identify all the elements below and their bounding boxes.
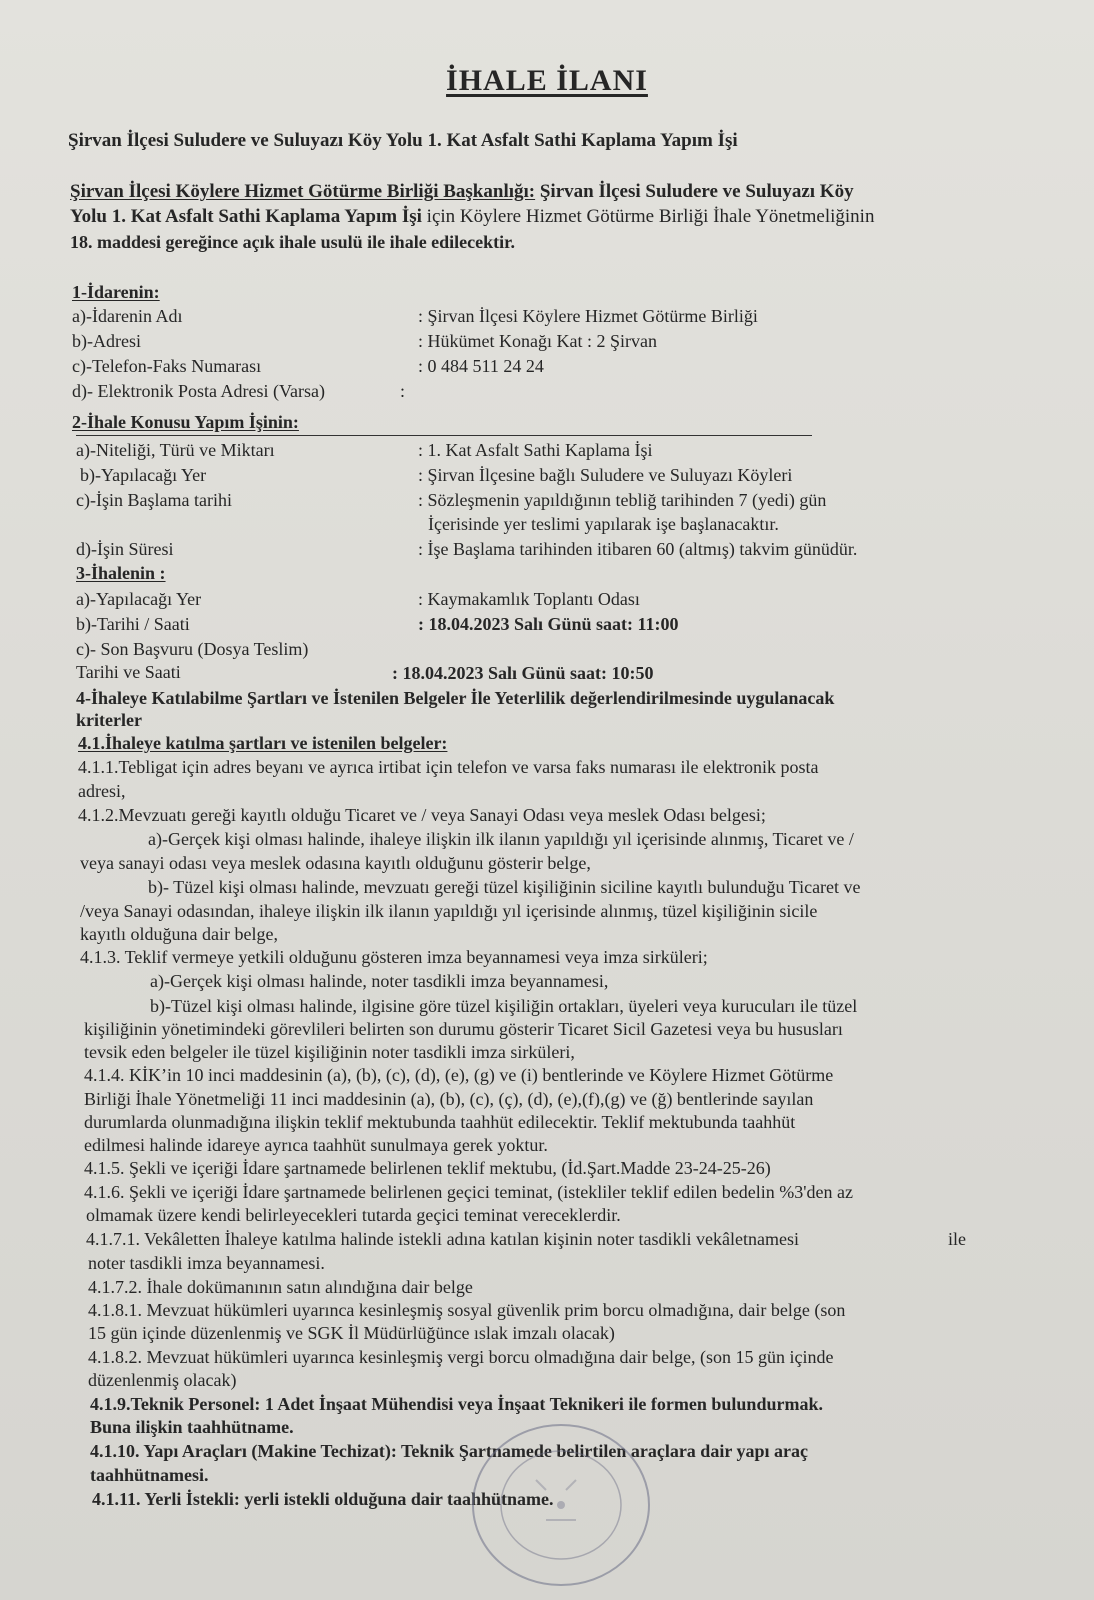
item-line: kişiliğinin yönetimindeki görevlileri belirten son durumu gösterir Ticaret Sicil Gazetesi veya bu hususları bbox=[84, 1019, 843, 1039]
document-title: İHALE İLANI bbox=[446, 64, 648, 97]
s1-b-label: b)-Adresi bbox=[72, 331, 141, 351]
s2-a-value: : 1. Kat Asfalt Sathi Kaplama İşi bbox=[418, 440, 653, 460]
item-line: /veya Sanayi odasından, ihaleye ilişkin ilk ilanın yapıldığı yıl içerisinde alınmış, tüzel kişiliğinin sicile bbox=[80, 901, 818, 921]
s3-c-label-2: Tarihi ve Saati bbox=[76, 662, 181, 682]
tender-subject: Şirvan İlçesi Suludere ve Suluyazı Köy Yolu 1. Kat Asfalt Sathi Kaplama Yapım İşi bbox=[68, 130, 738, 151]
s1-d-label: d)- Elektronik Posta Adresi (Varsa) bbox=[72, 381, 325, 401]
item-4-1-2: 4.1.2.Mevzuatı gereği kayıtlı olduğu Ticaret ve / veya Sanayi Odası veya meslek Odası belgesi; bbox=[78, 805, 766, 825]
s1-b-value: : Hükümet Konağı Kat : 2 Şirvan bbox=[418, 331, 657, 351]
item-line: düzenlenmiş olacak) bbox=[88, 1370, 237, 1390]
s2-b-value: : Şirvan İlçesine bağlı Suludere ve Suluyazı Köyleri bbox=[418, 465, 793, 485]
s1-a-label: a)-İdarenin Adı bbox=[72, 306, 183, 326]
item-4-1-8-2: 4.1.8.2. Mevzuat hükümleri uyarınca kesinleşmiş vergi borcu olmadığına dair belge, (son 15 gün içinde bbox=[88, 1347, 834, 1367]
s2-d-label: d)-İşin Süresi bbox=[76, 539, 174, 559]
issuer-name: Şirvan İlçesi Köylere Hizmet Götürme Birliği Başkanlığı: bbox=[70, 181, 536, 202]
section-4-heading-cont: kriterler bbox=[76, 710, 142, 730]
item-line: tevsik eden belgeler ile tüzel kişiliğinin noter tasdikli imza sirküleri, bbox=[84, 1042, 575, 1062]
item-line: veya sanayi odası veya meslek odasına kayıtlı olduğunu gösterir belge, bbox=[80, 853, 591, 873]
s1-c-label: c)-Telefon-Faks Numarası bbox=[72, 356, 262, 376]
section-4-1-heading: 4.1.İhaleye katılma şartları ve istenilen belgeler: bbox=[78, 733, 448, 753]
s2-c-value-1: : Sözleşmenin yapıldığının tebliğ tarihinden 7 (yedi) gün bbox=[418, 490, 827, 510]
s3-c-value: : 18.04.2023 Salı Günü saat: 10:50 bbox=[392, 663, 654, 683]
s3-c-label-1: c)- Son Başvuru (Dosya Teslim) bbox=[76, 639, 309, 659]
section-divider-line bbox=[76, 435, 812, 436]
s2-c-value-2: İçerisinde yer teslimi yapılarak işe başlanacaktır. bbox=[428, 514, 779, 534]
item-line: a)-Gerçek kişi olması halinde, ihaleye ilişkin ilk ilanın yapıldığı yıl içerisinde alınmış, Ticaret ve / bbox=[148, 829, 854, 849]
item-line: adresi, bbox=[78, 781, 126, 801]
item-4-1-6: 4.1.6. Şekli ve içeriği İdare şartnamede belirlenen geçici teminat, (istekliler teklif edilen bedelin %3'den az bbox=[84, 1182, 853, 1202]
item-line: durumlarda olunmadığına ilişkin teklif mektubunda taahhüt edilecektir. Teklif mektubunda taahhüt bbox=[84, 1112, 796, 1132]
item-line: Birliği İhale Yönetmeliği 11 inci maddesinin (a), (b), (c), (ç), (d), (e),(f),(g) ve (ğ) bentlerinde sayılan bbox=[84, 1089, 814, 1109]
s2-d-value: : İşe Başlama tarihinden itibaren 60 (altmış) takvim günüdür. bbox=[418, 539, 858, 559]
section-3-heading: 3-İhalenin : bbox=[76, 563, 166, 583]
s1-c-value: : 0 484 511 24 24 bbox=[418, 356, 544, 376]
item-line: olmamak üzere kendi belirleyecekleri tutarda geçici teminat vereceklerdir. bbox=[86, 1205, 621, 1225]
section-1-heading: 1-İdarenin: bbox=[72, 282, 160, 302]
s1-d-value: : bbox=[400, 381, 406, 401]
s1-a-value: : Şirvan İlçesi Köylere Hizmet Götürme Birliği bbox=[418, 306, 758, 326]
intro-line-1: Şirvan İlçesi Köylere Hizmet Götürme Birliği Başkanlığı: Şirvan İlçesi Suludere ve Suluyazı Köy bbox=[70, 181, 854, 202]
item-line: edilmesi halinde idareye ayrıca taahhüt sunulmaya gerek yoktur. bbox=[84, 1135, 548, 1155]
item-4-1-3: 4.1.3. Teklif vermeye yetkili olduğunu gösteren imza beyannamesi veya imza sirküleri; bbox=[80, 947, 708, 967]
item-line: b)-Tüzel kişi olması halinde, ilgisine göre tüzel kişiliğin ortakları, üyeleri veya kurucuları ile tüzel bbox=[150, 996, 858, 1016]
s3-b-label: b)-Tarihi / Saati bbox=[76, 614, 190, 634]
section-2-heading: 2-İhale Konusu Yapım İşinin: bbox=[72, 412, 299, 432]
s2-a-label: a)-Niteliği, Türü ve Miktarı bbox=[76, 440, 275, 460]
item-4-1-7-1: 4.1.7.1. Vekâletten İhaleye katılma halinde istekli adına katılan kişinin noter tasdikli vekâletnamesi bbox=[86, 1229, 799, 1249]
item-4-1-5: 4.1.5. Şekli ve içeriği İdare şartnamede belirlenen teklif mektubu, (İd.Şart.Madde 23-24-25-26) bbox=[84, 1158, 771, 1178]
item-line: a)-Gerçek kişi olması halinde, noter tasdikli imza beyannamesi, bbox=[150, 971, 609, 991]
item-line: kayıtlı olduğuna dair belge, bbox=[80, 924, 278, 944]
item-4-1-1: 4.1.1.Tebligat için adres beyanı ve ayrıca irtibat için telefon ve varsa faks numarası ile elektronik posta bbox=[78, 757, 819, 777]
s2-c-label: c)-İşin Başlama tarihi bbox=[76, 490, 232, 510]
s3-b-value: : 18.04.2023 Salı Günü saat: 11:00 bbox=[418, 614, 679, 634]
item-line: noter tasdikli imza beyannamesi. bbox=[88, 1253, 325, 1273]
s3-a-value: : Kaymakamlık Toplantı Odası bbox=[418, 589, 640, 609]
item-line: Buna ilişkin taahhütname. bbox=[90, 1417, 294, 1437]
item-line: ile bbox=[948, 1229, 966, 1249]
item-4-1-11: 4.1.11. Yerli İstekli: yerli istekli olduğuna dair taahhütname. bbox=[92, 1489, 554, 1509]
intro-line-3: 18. maddesi gereğince açık ihale usulü ile ihale edilecektir. bbox=[70, 232, 515, 252]
section-4-heading: 4-İhaleye Katılabilme Şartları ve İstenilen Belgeler İle Yeterlilik değerlendirilmesinde uygulanacak bbox=[76, 688, 835, 708]
item-4-1-10: 4.1.10. Yapı Araçları (Makine Techizat): Teknik Şartnamede belirtilen araçlara dair yapı araç bbox=[90, 1441, 808, 1461]
intro-line-2: Yolu 1. Kat Asfalt Sathi Kaplama Yapım İşi için Köylere Hizmet Götürme Birliği İhale Yönetmeliğinin bbox=[70, 206, 875, 227]
item-4-1-4: 4.1.4. KİK’in 10 inci maddesinin (a), (b), (c), (d), (e), (g) ve (i) bentlerinde ve Köylere Hizmet Götürme bbox=[84, 1065, 834, 1085]
item-4-1-9: 4.1.9.Teknik Personel: 1 Adet İnşaat Mühendisi veya İnşaat Teknikeri ile formen bulundurmak. bbox=[90, 1394, 823, 1414]
item-4-1-8-1: 4.1.8.1. Mevzuat hükümleri uyarınca kesinleşmiş sosyal güvenlik prim borcu olmadığına, dair belge (son bbox=[88, 1300, 846, 1320]
s2-b-label: b)-Yapılacağı Yer bbox=[80, 465, 207, 485]
s3-a-label: a)-Yapılacağı Yer bbox=[76, 589, 202, 609]
item-line: taahhütnamesi. bbox=[90, 1465, 209, 1485]
item-line: 15 gün içinde düzenlenmiş ve SGK İl Müdürlüğünce ıslak imzalı olacak) bbox=[88, 1323, 615, 1343]
item-line: b)- Tüzel kişi olması halinde, mevzuatı gereği tüzel kişiliğinin siciline kayıtlı bulunduğu Ticaret ve bbox=[148, 877, 861, 897]
item-4-1-7-2: 4.1.7.2. İhale dokümanının satın alındığına dair belge bbox=[88, 1277, 473, 1297]
